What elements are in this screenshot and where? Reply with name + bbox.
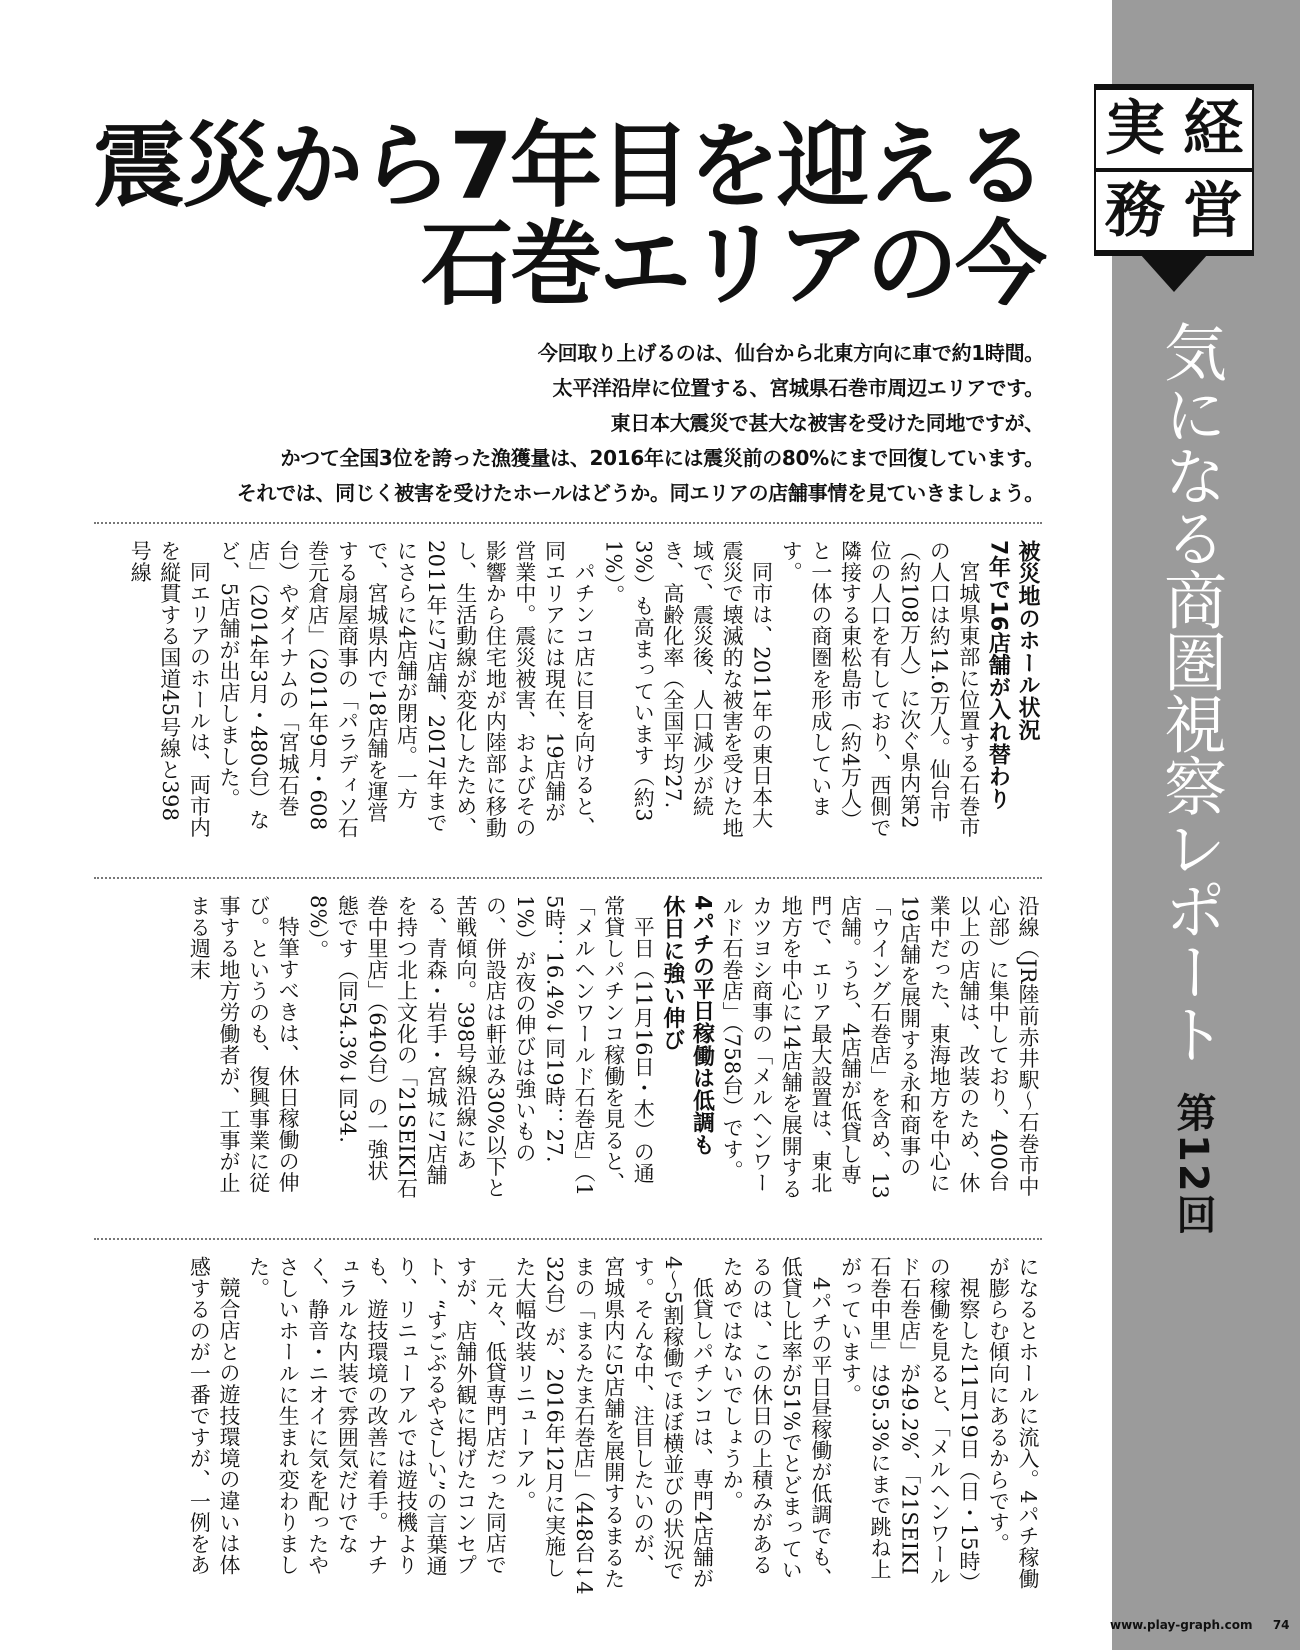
section-divider: [94, 877, 1042, 879]
body-paragraph: 宮城県東部に位置する石巻市の人口は約14.6万人。仙台市（約108万人）に次ぐ県内第2位の人口を有しており、西側で隣接する東松島市（約4万人）と一体の商圏を形成しています。: [779, 540, 981, 839]
section-heading: 4パチの平日稼働は低調も: [689, 895, 715, 1156]
site-url: www.play-graph.com: [1110, 1618, 1253, 1632]
body-paragraph: になるとホールに流入。4パチ稼働が膨らむ傾向にあるからです。: [986, 1256, 1040, 1590]
article-section-3: [90, 1256, 1042, 1596]
episode-number: 第12回: [1170, 1092, 1216, 1236]
article-section-2: [90, 895, 1042, 1200]
section-heading: 被災地のホール状況: [1015, 540, 1040, 741]
section-divider: [94, 522, 1042, 524]
body-paragraph: 低貸しパチンコは、専門4店舗が4〜5割稼働でほぼ横並びの状況です。そんな中、注目したいのが、宮城県内に5店舗を展開するまるたまの「まるたま石巻店」（448台↓432台）が、2016年12月に実施した大幅改装リニューアル。: [512, 1256, 715, 1595]
lead-line: それでは、同じく被害を受けたホールはどうか。同エリアの店舗事情を見ていきましょう。: [236, 481, 1044, 505]
section-heading: 休日に強い伸び: [659, 895, 685, 1052]
section-divider: [94, 1238, 1042, 1240]
page-number: 74: [1272, 1618, 1290, 1632]
badge-pointer: [1140, 254, 1208, 292]
headline-line-2: 石巻エリアの今: [420, 211, 1044, 318]
headline-line-1: 震災から7年目を迎える: [92, 113, 1044, 220]
series-badge: [1094, 84, 1254, 256]
body-paragraph: パチンコ店に目を向けると、同エリアには現在、19店舗が営業中。震災被害、およびその影響から住宅地が内陸部に移動し、生活動線が変化したため、2011年に7店舗、2017年までにさらに4店舗が閉店。一方で、宮城県内で18店舗を運営する扇屋商事の「パラディソ石巻元倉店」（2011年9月・608台）やダイナムの「宮城石巻店」（2014年3月・480台）など、5店舗が出店しました。: [216, 540, 597, 839]
body-paragraph: 元々、低貸専門店だった同店ですが、店舗外観に掲げたコンセプト、“すごぶるやさしい”の言葉通り、リニューアルでは遊技機よりも、遊技環境の改善に着手。ナチュラルな内装で雰囲気だけでなく、静音・ニオイに気を配ったやさしいホールに生まれ変わりました。: [246, 1256, 508, 1577]
body-paragraph: 4パチの平日昼稼働が低調でも、低貸し比率が51%でとどまっているのは、この休日の上積みがあるためではないでしょうか。: [720, 1256, 833, 1589]
body-paragraph: 視察した11月19日（日・15時）の稼働を見ると、「メルヘンワールド石巻店」が49.2%、「21SEIKI石巻中里」は95.3%にまで跳ね上がっています。: [838, 1256, 981, 1594]
lead-text: [144, 336, 1044, 511]
lead-line: 太平洋沿岸に位置する、宮城県石巻市周辺エリアです。: [552, 376, 1044, 400]
body-paragraph: 同市は、2011年の東日本大震災で壊滅的な被害を受けた地域で、震災後、人口減少が続き、高齢化率（全国平均27.3%）も高まっています（約31%）。: [601, 540, 774, 839]
lead-line: かつて全国3位を誇った漁獲量は、2016年には震災前の80%にまで回復しています。: [280, 446, 1044, 470]
badge-char: 務: [1096, 172, 1174, 250]
badge-char: 営: [1174, 172, 1252, 250]
lead-line: 東日本大震災で甚大な被害を受けた同地ですが、: [610, 411, 1044, 435]
section-heading: 7年で16店舗が入れ替わり: [985, 540, 1011, 810]
body-paragraph: 特筆すべきは、休日稼働の伸び。というのも、復興事業に従事する地方労働者が、工事が止まる週末: [187, 895, 301, 1194]
lead-line: 今回取り上げるのは、仙台から北東方向に車で約1時間。: [537, 341, 1044, 365]
page-footer: [1110, 1618, 1290, 1632]
article-section-1: [90, 540, 1042, 840]
body-paragraph: 平日（11月16日・木）の通常貸しパチンコ稼働を見ると、「メルヘンワールド石巻店」（15時：16.4%↓同19時：27.1%）が夜の伸びは強いものの、併設店は軒並み30%以下と苦戦傾向。398号線沿線にある、青森・岩手・宮城に7店舗を持つ北上文化の「21SEIKI石巻中里店」（640台）の一強状態です（同54.3%↓同34.8%）。: [305, 895, 656, 1199]
series-title: 気になる商圏視察レポート: [1154, 320, 1227, 1064]
badge-char: 経: [1174, 90, 1252, 168]
body-paragraph: 沿線（JR陸前赤井駅〜石巻市中心部）に集中しており、400台以上の店舗は、改装のため、休業中だった、東海地方を中心に19店舗を展開する永和商事の「ウイング石巻店」を含め、13店舗。うち、4店舗が低貸し専門で、エリア最大設置は、東北地方を中心に14店舗を展開するカツヨシ商事の「メルヘンワールド石巻店」（758台）です。: [720, 895, 1040, 1200]
body-paragraph: 競合店との遊技環境の違いは体感するのが一番ですが、一例をあ: [187, 1256, 241, 1576]
badge-char: 実: [1096, 90, 1174, 168]
body-paragraph: 同エリアのホールは、両市内を縦貫する国道45号線と398号線: [128, 540, 212, 838]
